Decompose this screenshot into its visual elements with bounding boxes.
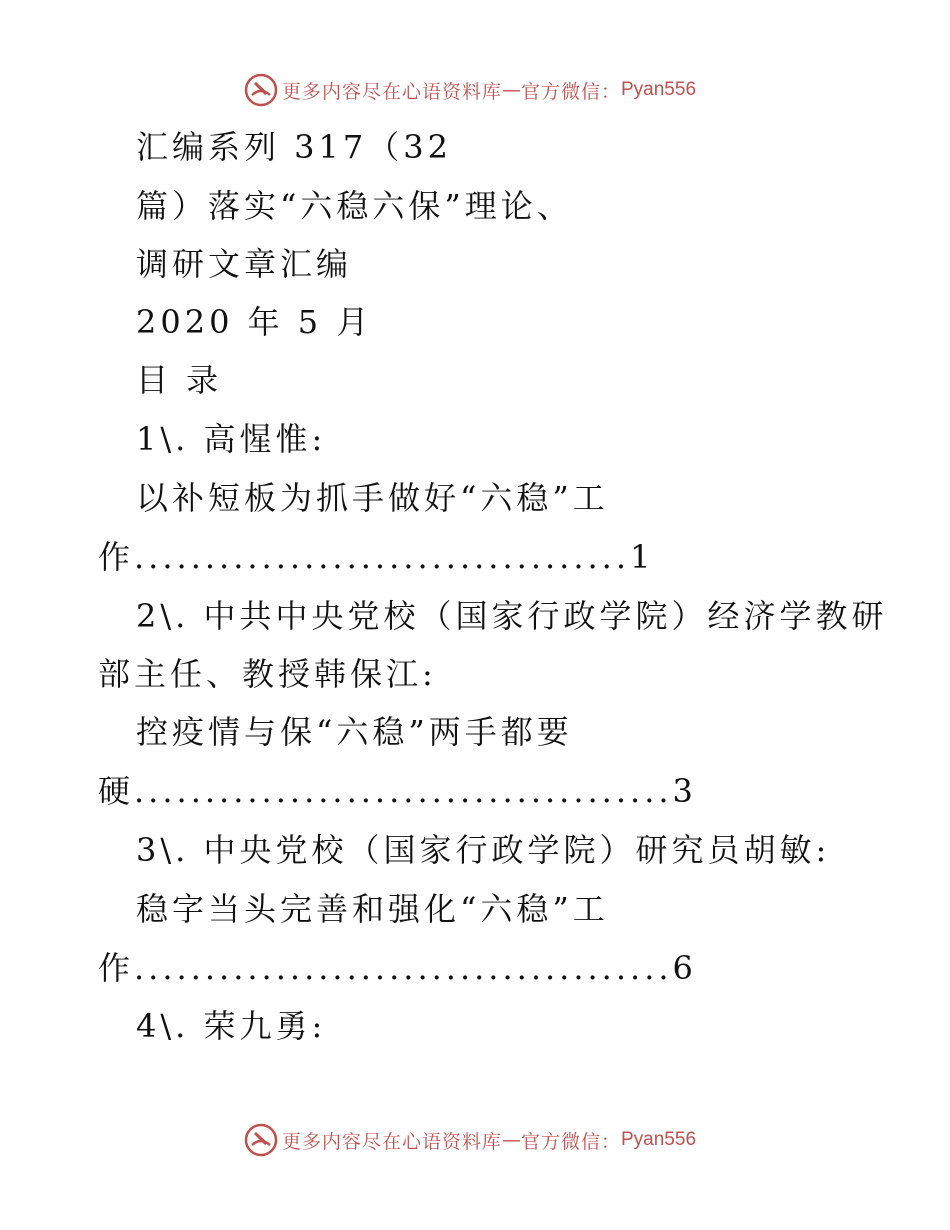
watermark-text: 更多内容尽在心语资料库 xyxy=(281,1130,502,1153)
book-pen-logo-icon xyxy=(244,73,278,107)
toc-heading: 目 录 xyxy=(136,361,223,399)
toc-entry-2-author-cont: 部主任、教授韩保江: xyxy=(98,655,437,693)
doc-date: 2020 年 5 月 xyxy=(136,303,373,341)
watermark-official: 官方微信： xyxy=(520,80,621,103)
watermark-text: 更多内容尽在心语资料库 xyxy=(281,80,502,103)
toc-entry-1-author: 1\. 高惺惟: xyxy=(136,420,327,458)
watermark-handle: Pyan556 xyxy=(621,1129,697,1150)
toc-entry-2-leader: 硬......................................3 xyxy=(98,772,697,810)
toc-entry-3-leader: 作......................................6 xyxy=(98,949,697,987)
doc-title-line-3: 调研文章汇编 xyxy=(136,245,353,283)
toc-entry-2-title: 控疫情与保“六稳”两手都要 xyxy=(136,713,573,751)
toc-entry-1-leader: 作...................................1 xyxy=(98,538,655,576)
toc-entry-4-author: 4\. 荣九勇: xyxy=(136,1007,327,1045)
watermark-official: 官方微信： xyxy=(520,1130,621,1153)
toc-entry-3-author: 3\. 中央党校（国家行政学院）研究员胡敏: xyxy=(136,831,831,869)
header-watermark xyxy=(0,70,950,110)
doc-title-line-1: 汇编系列 317（32 xyxy=(136,128,452,166)
toc-entry-2-author: 2\. 中共中央党校（国家行政学院）经济学教研 xyxy=(136,597,888,635)
watermark-separator: — xyxy=(501,1129,521,1151)
toc-entry-1-title: 以补短板为抓手做好“六稳”工 xyxy=(136,479,609,517)
watermark-separator: — xyxy=(501,79,521,101)
watermark-handle: Pyan556 xyxy=(621,79,697,100)
book-pen-logo-icon xyxy=(244,1123,278,1157)
footer-watermark xyxy=(0,1120,950,1160)
doc-title-line-2: 篇）落实“六稳六保”理论、 xyxy=(136,187,573,225)
toc-entry-3-title: 稳字当头完善和强化“六稳”工 xyxy=(136,890,609,928)
